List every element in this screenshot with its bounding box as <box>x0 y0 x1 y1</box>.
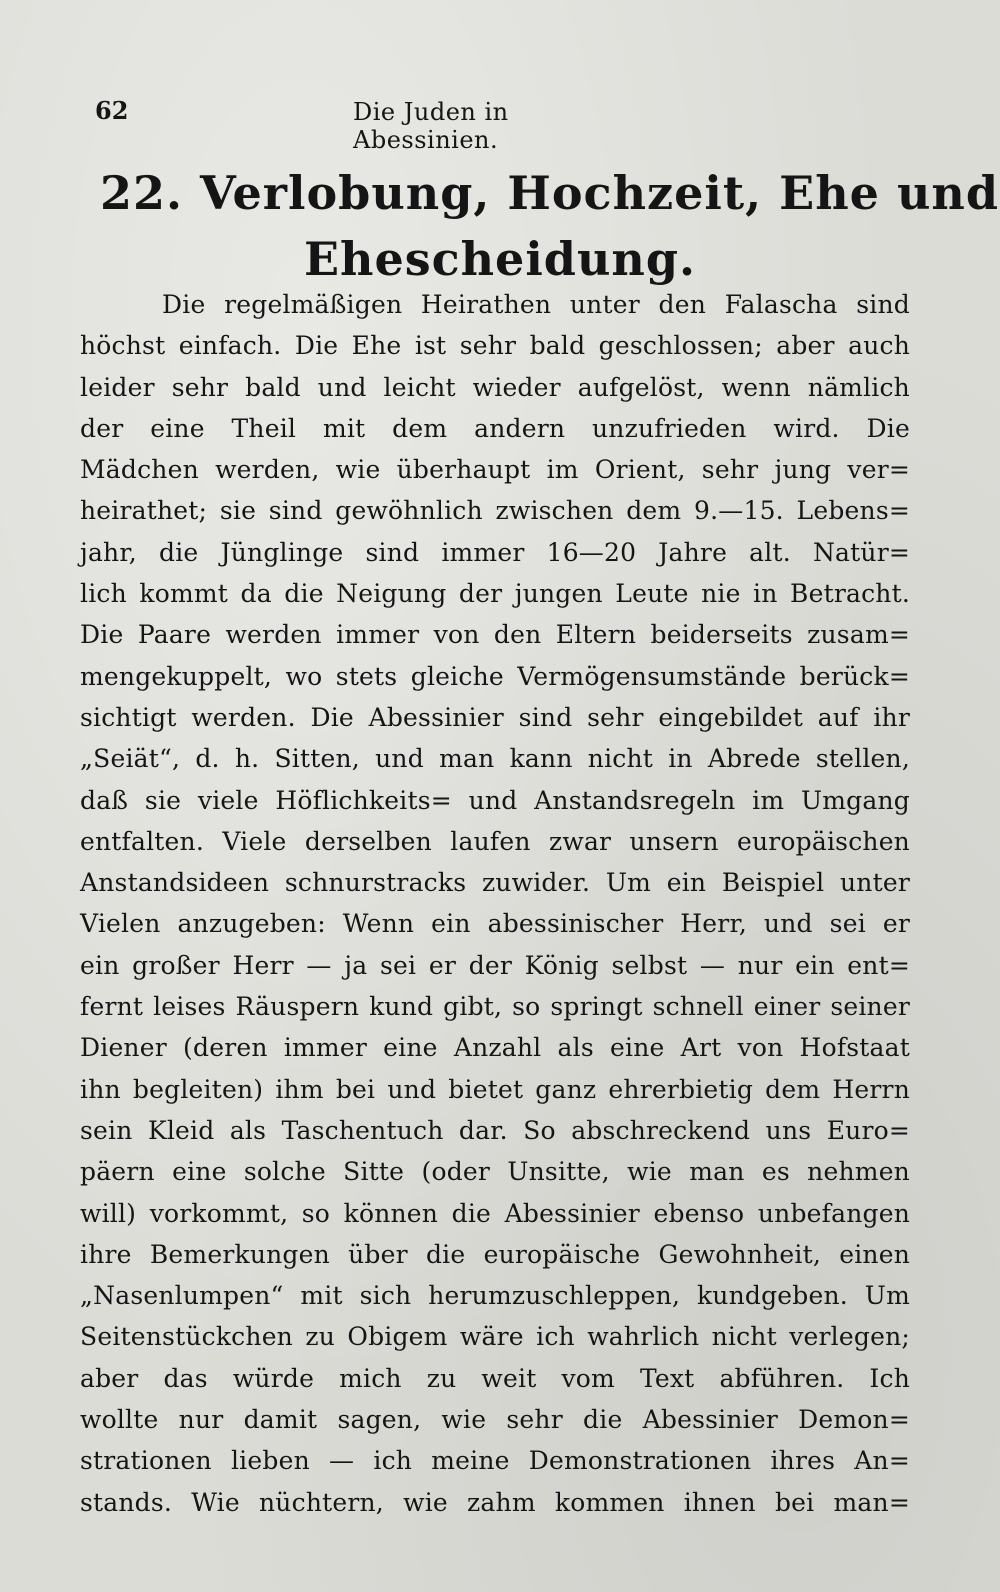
text-line: daß sie viele Höflichkeits= und Anstandsregeln im Umgang <box>80 785 910 815</box>
text-line: heirathet; sie sind gewöhnlich zwischen dem 9.—15. Lebens= <box>80 496 910 526</box>
text-line: päern eine solche Sitte (oder Unsitte, wie man es nehmen <box>80 1157 910 1187</box>
text-line: ihre Bemerkungen über die europäische Gewohnheit, einen <box>80 1239 910 1269</box>
text-line: fernt leises Räuspern kund gibt, so springt schnell einer seiner <box>80 992 910 1022</box>
chapter-title <box>100 160 999 292</box>
text-line: sichtigt werden. Die Abessinier sind sehr eingebildet auf ihr <box>80 702 910 732</box>
text-line: sein Kleid als Taschentuch dar. So abschreckend uns Euro= <box>80 1115 910 1145</box>
body-text <box>80 284 910 1523</box>
text-line: stands. Wie nüchtern, wie zahm kommen ihnen bei man= <box>80 1487 910 1517</box>
running-title: Die Juden in Abessinien. <box>353 98 509 154</box>
text-line: Anstandsideen schnurstracks zuwider. Um ein Beispiel unter <box>80 868 910 898</box>
text-line: Vielen anzugeben: Wenn ein abessinischer Herr, und sei er <box>80 909 910 939</box>
text-line: Mädchen werden, wie überhaupt im Orient, sehr jung ver= <box>80 455 910 485</box>
text-line: ein großer Herr — ja sei er der König selbst — nur ein ent= <box>80 950 910 980</box>
text-line: will) vorkommt, so können die Abessinier ebenso unbefangen <box>80 1198 910 1228</box>
text-line: Die Paare werden immer von den Eltern beiderseits zusam= <box>80 620 910 650</box>
text-line: leider sehr bald und leicht wieder aufgelöst, wenn nämlich <box>80 372 910 402</box>
page-number: 62 <box>95 96 129 125</box>
text-line: Diener (deren immer eine Anzahl als eine Art von Hofstaat <box>80 1033 910 1063</box>
text-line: aber das würde mich zu weit vom Text abführen. Ich <box>80 1363 910 1393</box>
text-line: Die regelmäßigen Heirathen unter den Falascha sind <box>162 290 910 319</box>
text-line: wollte nur damit sagen, wie sehr die Abessinier Demon= <box>80 1405 910 1435</box>
text-line: lich kommt da die Neigung der jungen Leute nie in Betracht. <box>80 579 910 609</box>
running-head <box>95 96 655 154</box>
text-line: mengekuppelt, wo stets gleiche Vermögensumstände berück= <box>80 661 910 691</box>
text-line: ihn begleiten) ihm bei und bietet ganz ehrerbietig dem Herrn <box>80 1074 910 1104</box>
text-line: der eine Theil mit dem andern unzufrieden wird. Die <box>80 413 910 443</box>
text-line: Seitenstückchen zu Obigem wäre ich wahrlich nicht verlegen; <box>80 1322 910 1352</box>
chapter-title-line-1: 22. Verlobung, Hochzeit, Ehe und <box>100 166 999 220</box>
text-line: „Seiät“, d. h. Sitten, und man kann nicht in Abrede stellen, <box>80 744 910 774</box>
text-line: „Nasenlumpen“ mit sich herumzuschleppen, kundgeben. Um <box>80 1281 910 1311</box>
chapter-title-line-2: Ehescheidung. <box>303 232 697 286</box>
text-line: höchst einfach. Die Ehe ist sehr bald geschlossen; aber auch <box>80 331 910 361</box>
text-line: entfalten. Viele derselben laufen zwar unsern europäischen <box>80 826 910 856</box>
text-line: jahr, die Jünglinge sind immer 16—20 Jahre alt. Natür= <box>80 537 910 567</box>
text-line: strationen lieben — ich meine Demonstrationen ihres An= <box>80 1446 910 1476</box>
